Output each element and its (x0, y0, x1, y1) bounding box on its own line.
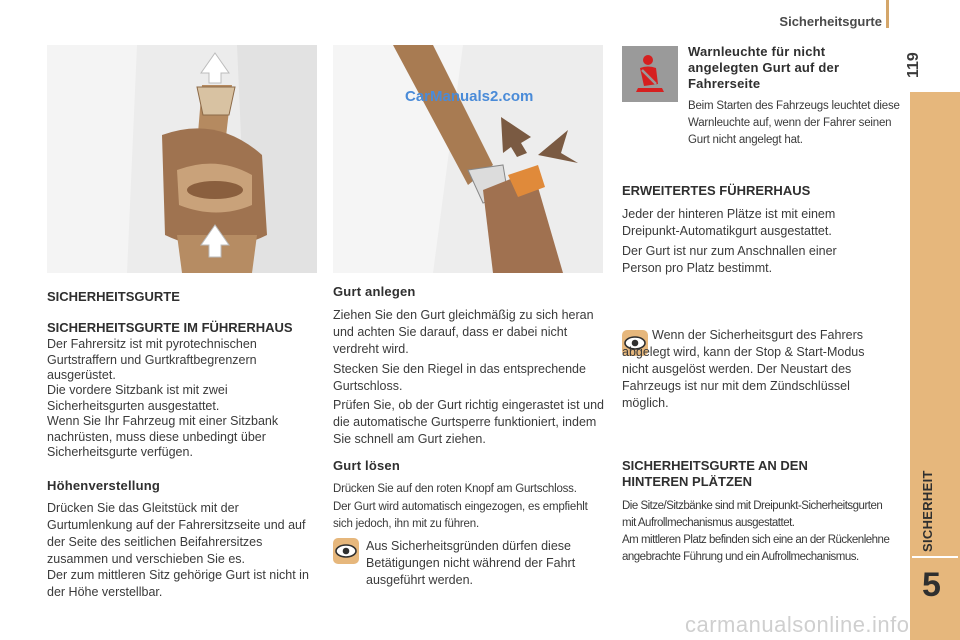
paragraph-rear-seats-equipped: Die Sitze/Sitzbänke sind mit Dreipunkt-Sicherheitsgurten mit Aufrollmechanismus ausgestattet. (622, 500, 883, 529)
image-watermark: CarManuals2.com (405, 88, 534, 105)
paragraph-check-lock: Prüfen Sie, ob der Gurt richtig eingerastet ist und die automatische Gurtsperre funktioniert, indem Sie schnell am Gurt ziehen. (333, 398, 604, 446)
paragraph-pull-belt: Ziehen Sie den Gurt gleichmäßig zu sich heran und achten Sie darauf, dass er dabei nicht verdreht wird. (333, 308, 594, 356)
paragraph-insert-tongue: Stecken Sie den Riegel in das entsprechende Gurtschloss. (333, 362, 586, 393)
paragraph-one-person: Der Gurt ist nur zum Anschnallen einer Person pro Platz bestimmt. (622, 244, 837, 275)
paragraph-press-red-button: Drücken Sie auf den roten Knopf am Gurtschloss. (333, 483, 577, 495)
page-number: 119 (905, 52, 922, 78)
note-stop-start: Wenn der Sicherheitsgurt des Fahrers abgelegt wird, kann der Stop & Start-Modus nicht ausgelöst werden. Der Neustart des Fahrzeugs ist nur mit dem Zündschlüssel möglich. (622, 328, 865, 410)
chapter-tab-label: SICHERHEIT (920, 470, 935, 552)
header-title: Sicherheitsgurte (779, 14, 882, 29)
paragraph-front-bench: Die vordere Sitzbank ist mit zwei Sicherheitsgurten ausgestattet. (47, 383, 228, 413)
header-accent-bar (886, 0, 889, 28)
heading-release-belt: Gurt lösen (333, 458, 401, 473)
note-safety-while-driving: Aus Sicherheitsgründen dürfen diese Betätigungen nicht während der Fahrt ausgeführt werden. (366, 539, 576, 587)
footer-watermark: carmanualsonline.info (685, 612, 910, 637)
paragraph-height-adjustment: Drücken Sie das Gleitstück mit der Gurtumlenkung auf der Fahrersitzseite und auf der Seite des seitlichen Beifahrersitzes zusammen und verschieben Sie es. (47, 501, 306, 566)
paragraph-retrofit: Wenn Sie Ihr Fahrzeug mit einer Sitzbank nachrüsten, muss diese unbedingt über Sicherheitsgurte verfügen. (47, 414, 279, 459)
paragraph-belt-warning-lamp: Beim Starten des Fahrzeugs leuchtet diese Warnleuchte auf, wenn der Fahrer seinen Gurt nicht angelegt hat. (688, 100, 900, 146)
paragraph-pretensioners: Der Fahrersitz ist mit pyrotechnischen Gurtstraffern und Gurtkraftbegrenzern ausgerüstet. (47, 337, 257, 382)
eye-icon (333, 538, 359, 569)
section-title-cab-seatbelts: SICHERHEITSGURTE IM FÜHRERHAUS (47, 320, 293, 335)
paragraph-middle-seat: Der zum mittleren Sitz gehörige Gurt ist nicht in der Höhe verstellbar. (47, 568, 309, 599)
section-title-rear-seatbelts: SICHERHEITSGURTE AN DEN HINTEREN PLÄTZEN (622, 458, 808, 489)
paragraph-retract-belt: Der Gurt wird automatisch eingezogen, es empfiehlt sich jedoch, ihn mit zu führen. (333, 501, 588, 530)
paragraph-middle-guide: Am mittleren Platz befinden sich eine an der Rückenlehne angebrachte Führung und ein Aufrollmechanismus. (622, 534, 890, 563)
section-title-extended-cab: ERWEITERTES FÜHRERHAUS (622, 183, 811, 198)
heading-belt-warning-lamp: Warnleuchte für nicht angelegten Gurt auf der Fahrerseite (688, 44, 840, 91)
paragraph-rear-three-point: Jeder der hinteren Plätze ist mit einem Dreipunkt-Automatikgurt ausgestattet. (622, 207, 836, 238)
section-title-seatbelts: SICHERHEITSGURTE (47, 289, 180, 304)
buckle-illustration (333, 45, 603, 273)
heading-height-adjustment: Höhenverstellung (47, 478, 160, 493)
chapter-tab-divider (912, 556, 958, 558)
chapter-number: 5 (922, 566, 941, 604)
seatbelt-warning-lamp-icon (622, 46, 678, 102)
heading-fasten-belt: Gurt anlegen (333, 284, 416, 299)
height-adjuster-illustration (47, 45, 317, 273)
